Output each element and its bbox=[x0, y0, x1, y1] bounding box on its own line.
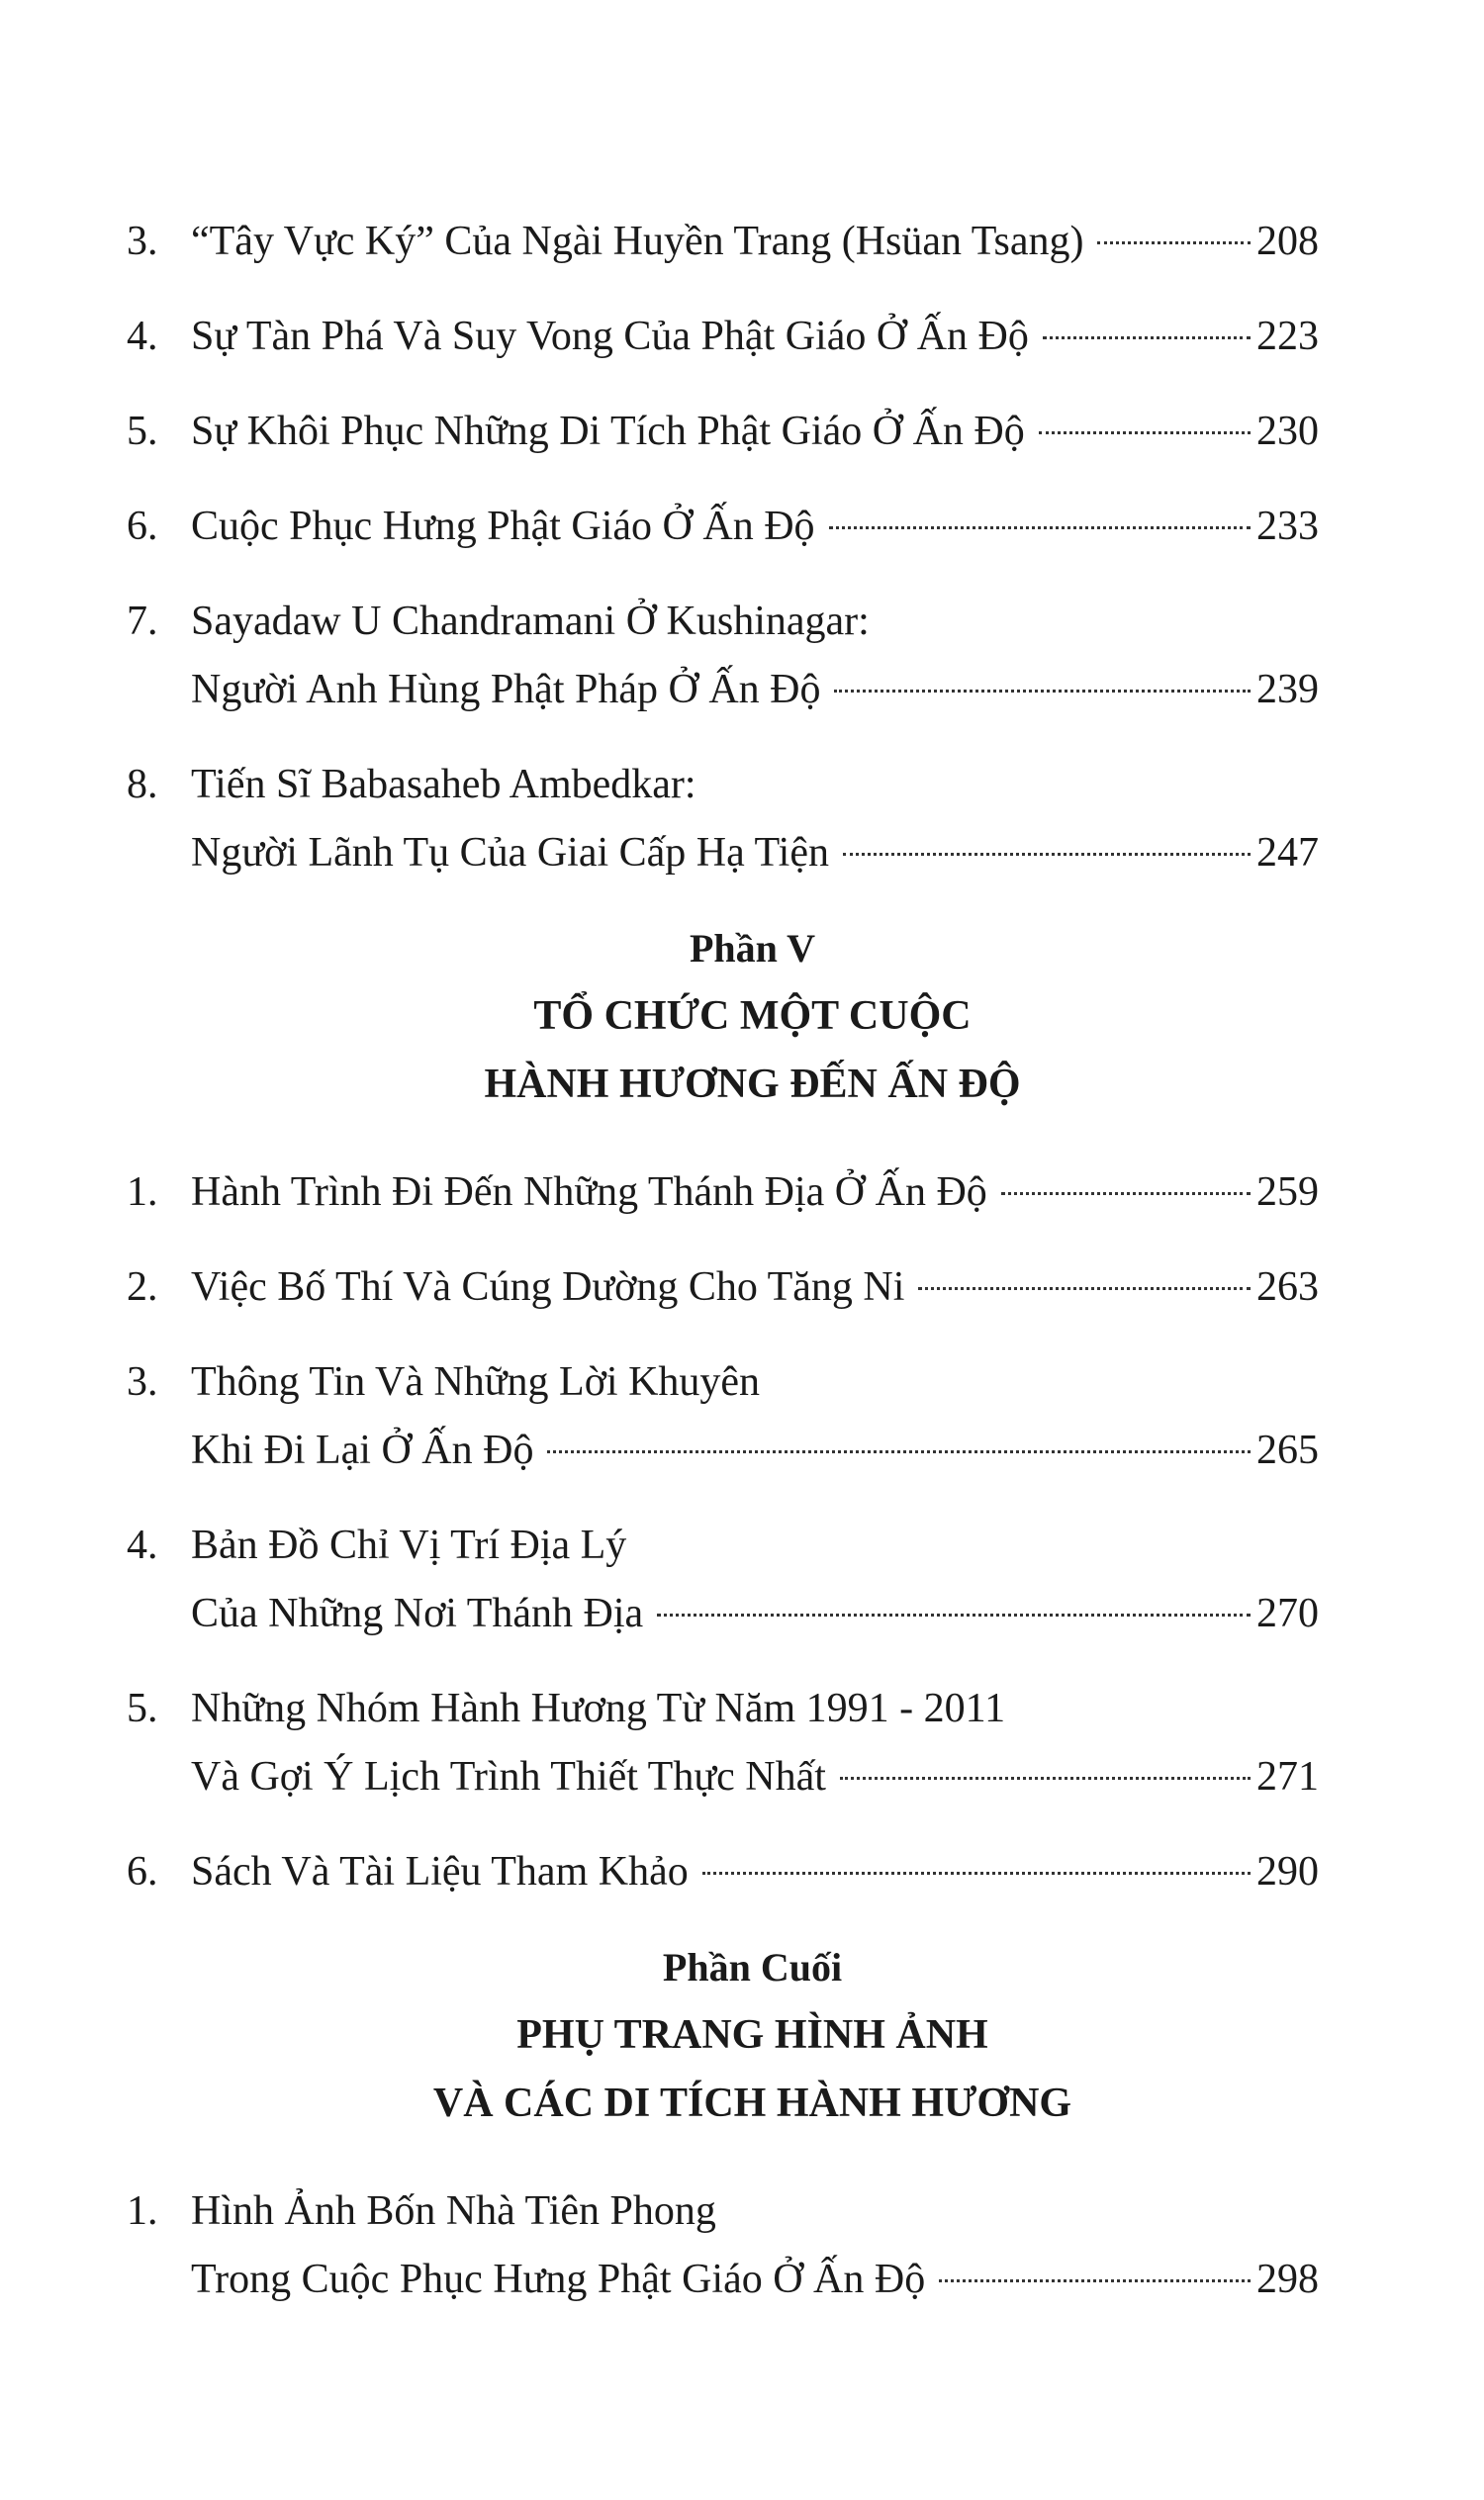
entry-body bbox=[191, 1838, 1319, 1906]
toc-group-part-5 bbox=[127, 1158, 1319, 1906]
dot-leader bbox=[840, 1777, 1251, 1780]
table-of-contents bbox=[127, 208, 1319, 2341]
entry-body bbox=[191, 1158, 1319, 1227]
entry-title-line bbox=[191, 1580, 1319, 1648]
entry-title-text: Và Gợi Ý Lịch Trình Thiết Thực Nhất bbox=[191, 1754, 826, 1800]
section-label: Phần Cuối bbox=[662, 1945, 843, 1990]
toc-entry bbox=[127, 398, 1319, 466]
entry-title-text: Cuộc Phục Hưng Phật Giáo Ở Ấn Độ bbox=[191, 504, 815, 549]
page-number: 233 bbox=[1256, 504, 1319, 549]
page-number: 230 bbox=[1256, 409, 1319, 454]
toc-entry bbox=[127, 303, 1319, 371]
entry-body bbox=[191, 2177, 1319, 2314]
dot-leader bbox=[1097, 241, 1251, 244]
page-number: 247 bbox=[1256, 830, 1319, 876]
section-title-line-1: PHỤ TRANG HÌNH ẢNH bbox=[516, 2012, 988, 2058]
entry-number: 6. bbox=[127, 1849, 158, 1895]
toc-entry bbox=[127, 1158, 1319, 1227]
dot-leader bbox=[702, 1872, 1251, 1875]
dot-leader bbox=[918, 1287, 1251, 1290]
dot-leader bbox=[1039, 431, 1251, 434]
entry-number: 4. bbox=[127, 314, 158, 359]
section-title-line-1: TỔ CHỨC MỘT CUỘC bbox=[533, 993, 972, 1039]
entry-number: 1. bbox=[127, 2188, 158, 2234]
toc-entry bbox=[127, 1675, 1319, 1811]
page-number: 298 bbox=[1256, 2257, 1319, 2302]
dot-leader bbox=[657, 1614, 1251, 1617]
page-number: 270 bbox=[1256, 1591, 1319, 1636]
entry-body bbox=[191, 398, 1319, 466]
entry-body bbox=[191, 751, 1319, 887]
section-title-line-2: HÀNH HƯƠNG ĐẾN ẤN ĐỘ bbox=[484, 1062, 1021, 1107]
entry-title-line bbox=[191, 2246, 1319, 2314]
page-number: 271 bbox=[1256, 1754, 1319, 1800]
entry-title-text: Việc Bố Thí Và Cúng Dường Cho Tăng Ni bbox=[191, 1264, 905, 1310]
entry-title-line: Sayadaw U Chandramani Ở Kushinagar: bbox=[191, 599, 870, 644]
toc-entry bbox=[127, 751, 1319, 887]
toc-entry bbox=[127, 2177, 1319, 2314]
toc-entry bbox=[127, 1348, 1319, 1485]
entry-title-line bbox=[191, 208, 1319, 276]
entry-number: 2. bbox=[127, 1264, 158, 1310]
page-number: 223 bbox=[1256, 314, 1319, 359]
entry-title-text: Người Lãnh Tụ Của Giai Cấp Hạ Tiện bbox=[191, 830, 829, 876]
entry-title-line: Thông Tin Và Những Lời Khuyên bbox=[191, 1359, 761, 1405]
dot-leader bbox=[1043, 336, 1251, 339]
dot-leader bbox=[834, 690, 1251, 693]
toc-entry bbox=[127, 1253, 1319, 1322]
section-heading-final bbox=[127, 1933, 1319, 2138]
dot-leader bbox=[1001, 1192, 1251, 1195]
entry-number: 5. bbox=[127, 409, 158, 454]
toc-entry bbox=[127, 493, 1319, 561]
entry-title-text: “Tây Vực Ký” Của Ngài Huyền Trang (Hsüan Tsang) bbox=[191, 219, 1084, 264]
entry-number: 6. bbox=[127, 504, 158, 549]
entry-title-line: Những Nhóm Hành Hương Từ Năm 1991 - 2011 bbox=[191, 1686, 1006, 1731]
entry-title-text: Sách Và Tài Liệu Tham Khảo bbox=[191, 1849, 689, 1895]
toc-group-final bbox=[127, 2177, 1319, 2314]
entry-title-text: Trong Cuộc Phục Hưng Phật Giáo Ở Ấn Độ bbox=[191, 2257, 926, 2302]
entry-body bbox=[191, 1253, 1319, 1322]
entry-title-line bbox=[191, 1743, 1319, 1811]
entry-number: 3. bbox=[127, 1359, 158, 1405]
entry-body bbox=[191, 588, 1319, 724]
dot-leader bbox=[843, 853, 1251, 856]
entry-title-text: Sự Khôi Phục Những Di Tích Phật Giáo Ở Ấn Độ bbox=[191, 409, 1025, 454]
toc-entry bbox=[127, 1512, 1319, 1648]
entry-title-text: Khi Đi Lại Ở Ấn Độ bbox=[191, 1428, 534, 1473]
entry-body bbox=[191, 208, 1319, 276]
dot-leader bbox=[829, 526, 1251, 529]
entry-title-line bbox=[191, 493, 1319, 561]
entry-title-text: Hành Trình Đi Đến Những Thánh Địa Ở Ấn Độ bbox=[191, 1169, 987, 1215]
section-label: Phần V bbox=[689, 926, 816, 971]
entry-number: 1. bbox=[127, 1169, 158, 1215]
entry-number: 8. bbox=[127, 762, 158, 807]
entry-number: 4. bbox=[127, 1523, 158, 1568]
section-heading-part-5 bbox=[127, 914, 1319, 1119]
entry-body bbox=[191, 1675, 1319, 1811]
entry-number: 5. bbox=[127, 1686, 158, 1731]
page-number: 208 bbox=[1256, 219, 1319, 264]
entry-title-line: Hình Ảnh Bốn Nhà Tiên Phong bbox=[191, 2188, 716, 2234]
entry-title-text: Của Những Nơi Thánh Địa bbox=[191, 1591, 644, 1636]
page-number: 263 bbox=[1256, 1264, 1319, 1310]
toc-entry bbox=[127, 588, 1319, 724]
page-number: 265 bbox=[1256, 1428, 1319, 1473]
entry-title-line: Bản Đồ Chỉ Vị Trí Địa Lý bbox=[191, 1523, 627, 1568]
page-number: 239 bbox=[1256, 667, 1319, 712]
entry-title-line: Tiến Sĩ Babasaheb Ambedkar: bbox=[191, 762, 696, 807]
page-number: 290 bbox=[1256, 1849, 1319, 1895]
toc-group-part-4 bbox=[127, 208, 1319, 887]
dot-leader bbox=[547, 1450, 1251, 1453]
entry-title-line bbox=[191, 656, 1319, 724]
entry-body bbox=[191, 493, 1319, 561]
entry-title-line bbox=[191, 398, 1319, 466]
entry-title-line bbox=[191, 1158, 1319, 1227]
page-number: 259 bbox=[1256, 1169, 1319, 1215]
section-title-line-2: VÀ CÁC DI TÍCH HÀNH HƯƠNG bbox=[432, 2081, 1072, 2126]
toc-entry bbox=[127, 1838, 1319, 1906]
entry-number: 3. bbox=[127, 219, 158, 264]
entry-title-line bbox=[191, 819, 1319, 887]
entry-title-line bbox=[191, 1838, 1319, 1906]
entry-number: 7. bbox=[127, 599, 158, 644]
entry-title-line bbox=[191, 303, 1319, 371]
entry-body bbox=[191, 303, 1319, 371]
toc-entry bbox=[127, 208, 1319, 276]
entry-title-text: Sự Tàn Phá Và Suy Vong Của Phật Giáo Ở Ấn Độ bbox=[191, 314, 1029, 359]
entry-body bbox=[191, 1512, 1319, 1648]
dot-leader bbox=[939, 2279, 1251, 2282]
entry-title-text: Người Anh Hùng Phật Pháp Ở Ấn Độ bbox=[191, 667, 821, 712]
entry-title-line bbox=[191, 1253, 1319, 1322]
entry-body bbox=[191, 1348, 1319, 1485]
entry-title-line bbox=[191, 1417, 1319, 1485]
